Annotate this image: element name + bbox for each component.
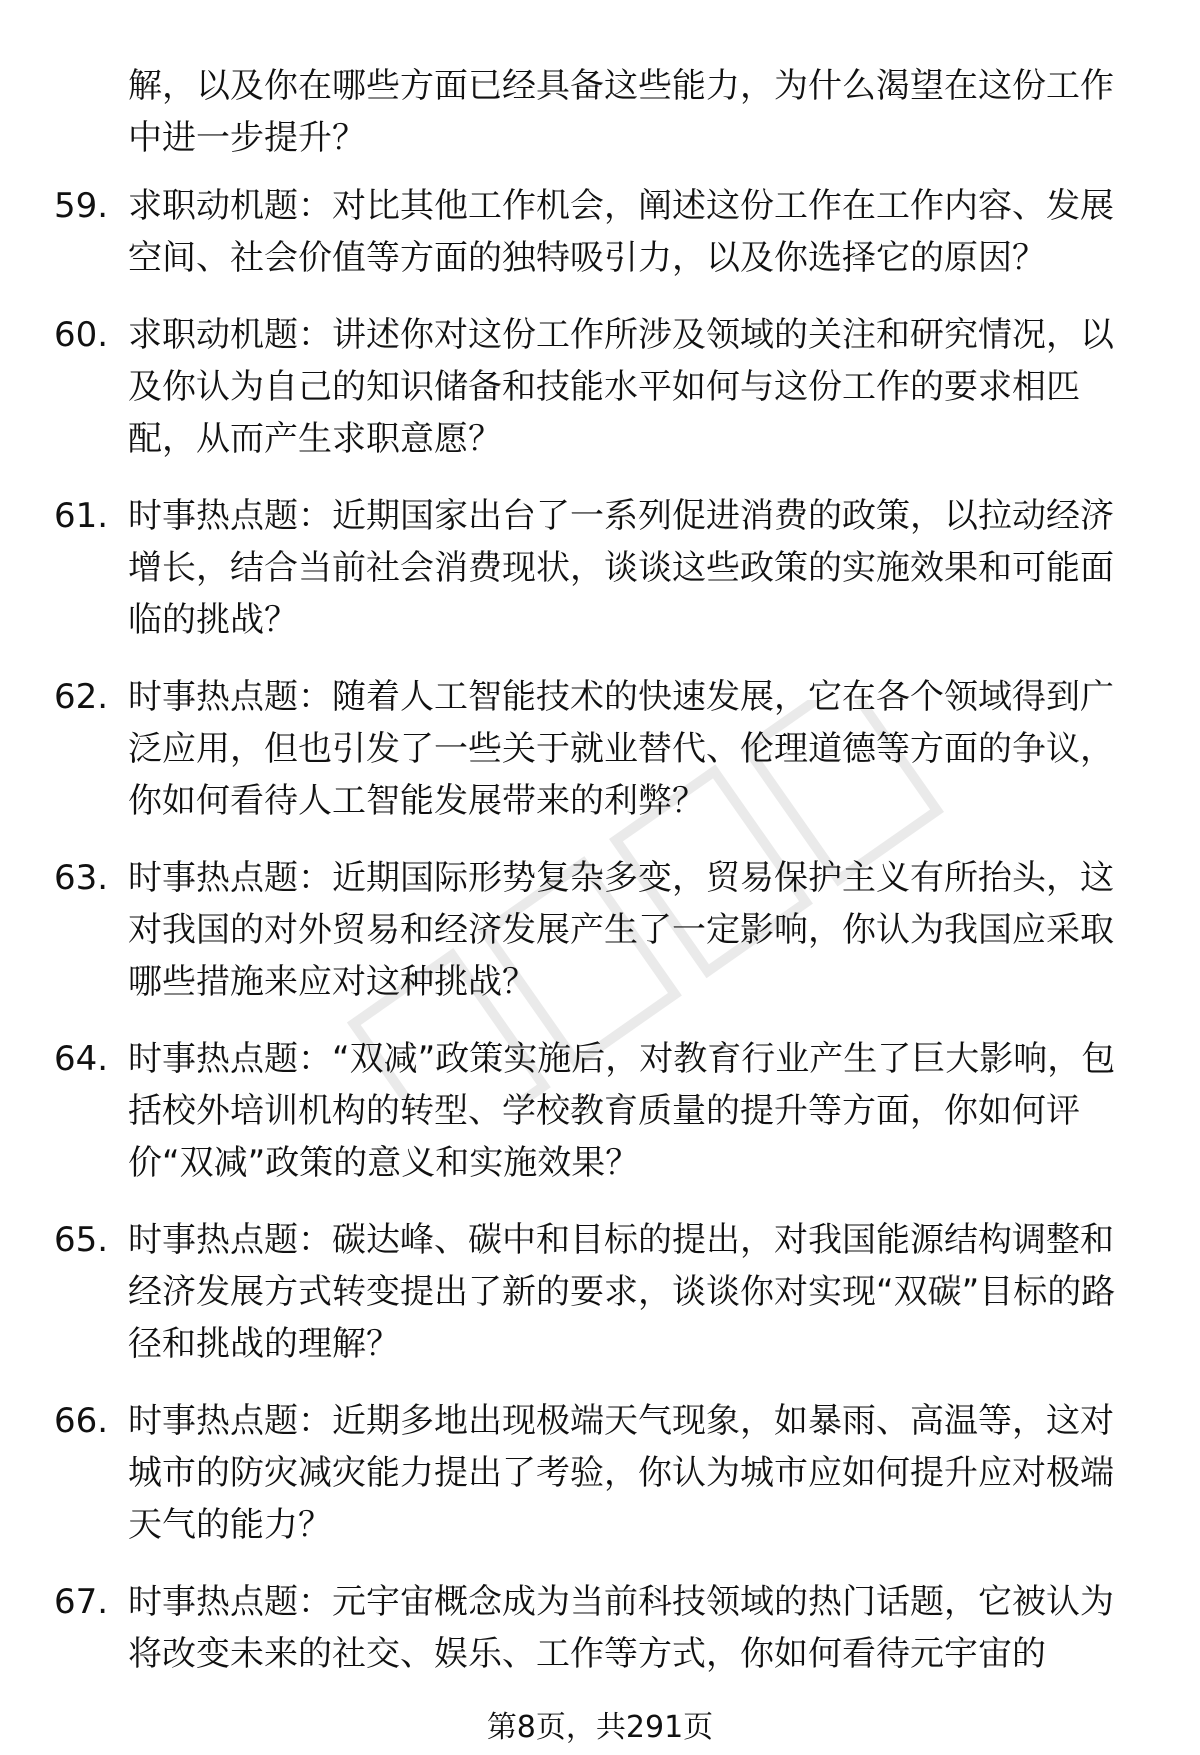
question-text: 时事热点题：近期国际形势复杂多变，贸易保护主义有所抬头，这对我国的对外贸易和经济发展产生了一定影响，你认为我国应采取哪些措施来应对这种挑战？	[128, 858, 1114, 1002]
question-number: 63.	[54, 858, 109, 898]
question-item	[0, 1395, 1200, 1551]
question-number: 61.	[54, 496, 109, 536]
question-text: 时事热点题：元宇宙概念成为当前科技领域的热门话题，它被认为将改变未来的社交、娱乐、工作等方式，你如何看待元宇宙的	[128, 1582, 1114, 1674]
question-item	[0, 1033, 1200, 1189]
page-footer: 第8页，共291页	[486, 1710, 714, 1745]
question-number: 62.	[54, 677, 109, 717]
question-item	[0, 180, 1200, 284]
question-number: 60.	[54, 315, 109, 355]
question-text: 时事热点题：近期国家出台了一系列促进消费的政策，以拉动经济增长，结合当前社会消费现状，谈谈这些政策的实施效果和可能面临的挑战？	[128, 496, 1114, 640]
question-text: 时事热点题：随着人工智能技术的快速发展，它在各个领域得到广泛应用，但也引发了一些关于就业替代、伦理道德等方面的争议，你如何看待人工智能发展带来的利弊？	[128, 677, 1114, 821]
question-item	[0, 1214, 1200, 1370]
question-item	[0, 490, 1200, 646]
question-text: 时事热点题：碳达峰、碳中和目标的提出，对我国能源结构调整和经济发展方式转变提出了新的要求，谈谈你对实现“双碳”目标的路径和挑战的理解？	[128, 1220, 1116, 1364]
question-list	[0, 180, 1200, 1705]
question-text: 时事热点题：“双减”政策实施后，对教育行业产生了巨大影响，包括校外培训机构的转型、学校教育质量的提升等方面，你如何评价“双减”政策的意义和实施效果？	[128, 1039, 1116, 1183]
question-number: 64.	[54, 1039, 109, 1079]
question-number: 65.	[54, 1220, 109, 1260]
question-item	[0, 1576, 1200, 1680]
question-number: 66.	[54, 1401, 109, 1441]
question-item	[0, 309, 1200, 465]
question-number: 67.	[54, 1582, 109, 1622]
question-number: 59.	[54, 186, 109, 226]
question-item	[0, 671, 1200, 827]
question-item	[0, 852, 1200, 1008]
continuation-text: 解，以及你在哪些方面已经具备这些能力，为什么渴望在这份工作中进一步提升？	[128, 66, 1114, 158]
question-text: 求职动机题：对比其他工作机会，阐述这份工作在工作内容、发展空间、社会价值等方面的独特吸引力，以及你选择它的原因？	[128, 186, 1114, 278]
question-text: 求职动机题：讲述你对这份工作所涉及领域的关注和研究情况，以及你认为自己的知识储备和技能水平如何与这份工作的要求相匹配，从而产生求职意愿？	[128, 315, 1114, 459]
question-text: 时事热点题：近期多地出现极端天气现象，如暴雨、高温等，这对城市的防灾减灾能力提出了考验，你认为城市应如何提升应对极端天气的能力？	[128, 1401, 1114, 1545]
